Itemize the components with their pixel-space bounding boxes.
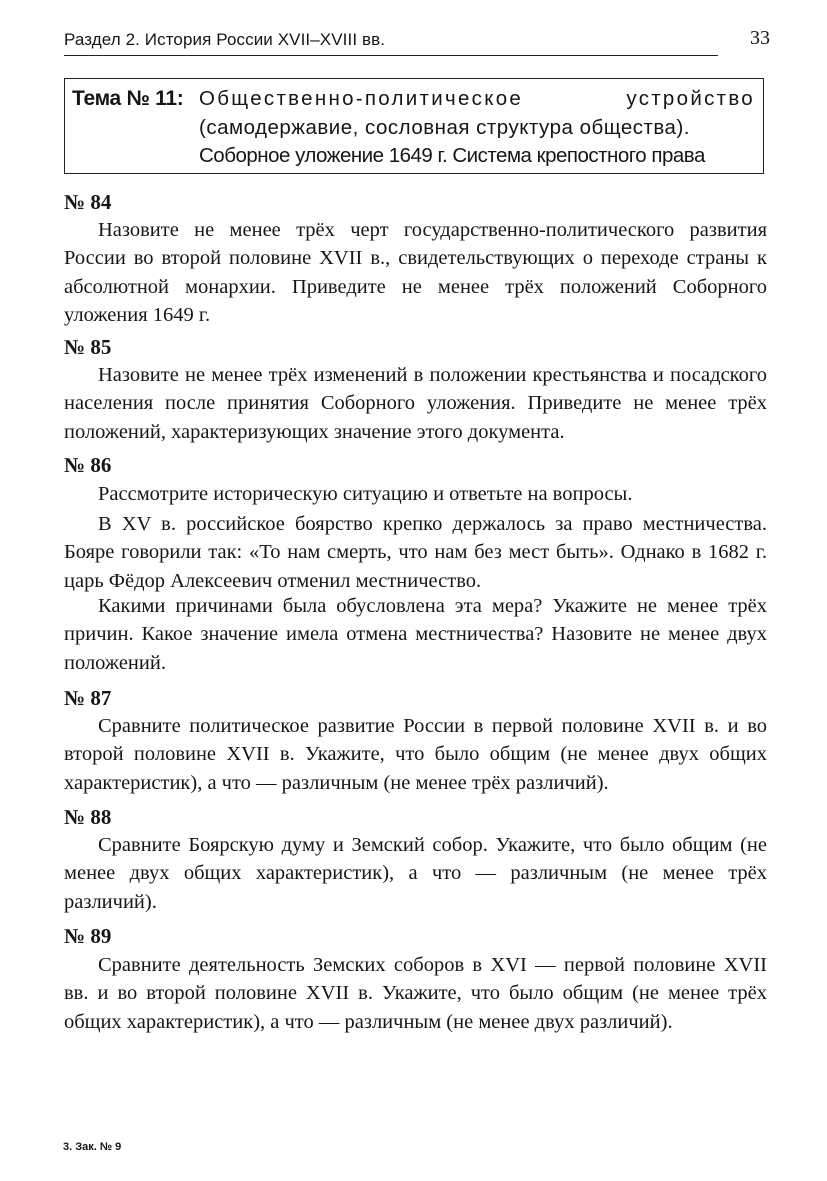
topic-box [64, 78, 764, 174]
task-88-text: Сравните Боярскую думу и Земский собор. Укажите, что было общим (не менее двух общих характеристик), а что — различным (не менее трёх различий). [64, 834, 767, 913]
running-head [64, 26, 770, 54]
topic-title-line-3: Соборное уложение 1649 г. Система крепостного права [199, 144, 705, 167]
task-85-heading: № 85 [64, 335, 112, 359]
task-86-intro: Рассмотрите историческую ситуацию и ответьте на вопросы. [98, 483, 633, 505]
task-87-text: Сравните политическое развитие России в первой половине XVII в. и во второй половине XVII в. Укажите, что было общим (не менее двух общих характеристик), а что — различным (не менее трёх различий). [64, 715, 767, 794]
printer-signature: 3. Зак. № 9 [63, 1141, 122, 1153]
task-87-heading: № 87 [64, 686, 112, 710]
task-85-text: Назовите не менее трёх изменений в положении крестьянства и посадского населения после принятия Соборного уложения. Приведите не менее трёх положений, характеризующих значение этого документа. [64, 364, 767, 443]
topic-title-line-2: (самодержавие, сословная структура общества). [199, 116, 690, 139]
topic-title-line-1: Общественно-политическое устройство [199, 87, 755, 110]
task-88-heading: № 88 [64, 805, 112, 829]
task-86-heading: № 86 [64, 453, 112, 477]
section-title: Раздел 2. История России XVII–XVIII вв. [64, 30, 386, 49]
task-84-heading: № 84 [64, 190, 112, 214]
task-89-heading: № 89 [64, 924, 112, 948]
task-86-situation: В XV в. российское боярство крепко держалось за право местничества. Бояре говорили так: «То нам смерть, что нам без мест быть». Однако в 1682 г. царь Фёдор Алексеевич отменил местничество. [64, 513, 767, 592]
page-number: 33 [750, 27, 770, 49]
topic-label: Тема № 11: [72, 87, 184, 110]
header-rule [64, 55, 718, 56]
task-84-text: Назовите не менее трёх черт государственно-политического развития России во второй половине XVII в., свидетельствующих о переходе страны к абсолютной монархии. Приведите не менее трёх положений Соборного уложения 1649 г. [64, 219, 767, 326]
task-89-text: Сравните деятельность Земских соборов в XVI — первой половине XVII вв. и во второй половине XVII в. Укажите, что было общим (не менее трёх общих характеристик), а что — различным (не менее двух различий). [64, 954, 767, 1033]
task-86-questions: Какими причинами была обусловлена эта мера? Укажите не менее трёх причин. Какое значение имела отмена местничества? Назовите не менее двух положений. [64, 595, 767, 674]
